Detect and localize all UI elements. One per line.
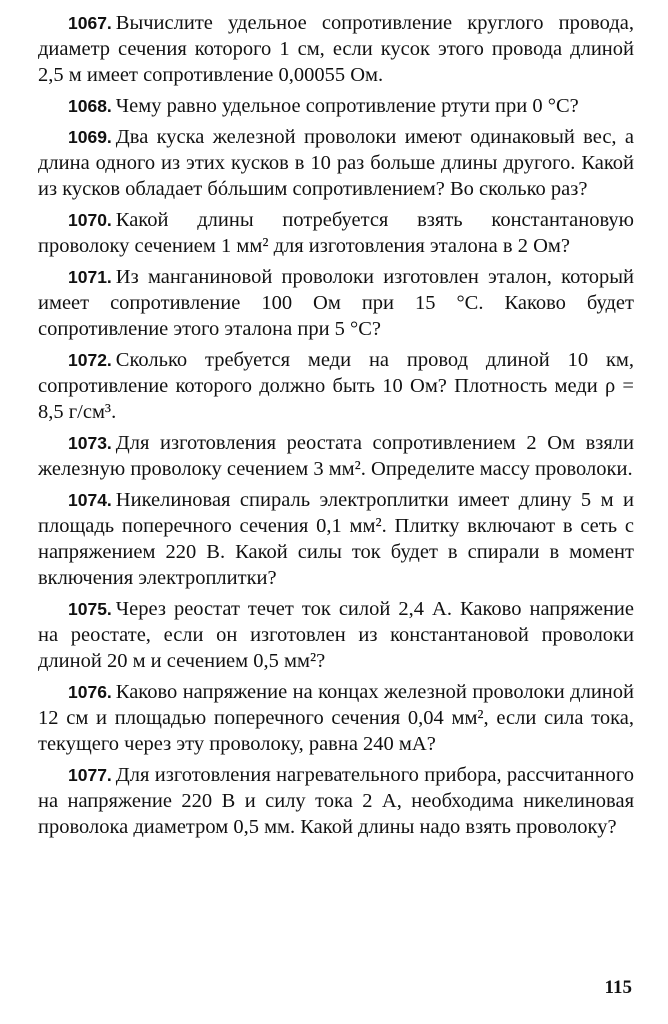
problem-text: Сколько требуется меди на провод длиной 10 км, сопротивление которого должно быть 10 Ом? Плотность меди ρ = 8,5 г/см³. xyxy=(38,349,634,423)
problem-number: 1073. xyxy=(68,433,112,453)
problem-text: Через реостат течет ток силой 2,4 А. Каково напряжение на реостате, если он изготовлен из константановой проволоки длиной 20 м и сечением 0,5 мм²? xyxy=(38,598,634,672)
problem-1069 xyxy=(38,124,634,202)
problem-1067 xyxy=(38,10,634,88)
problem-number: 1070. xyxy=(68,210,112,230)
problem-1072 xyxy=(38,347,634,425)
page-number: 115 xyxy=(604,977,632,998)
problem-number: 1068. xyxy=(68,96,112,116)
problem-text: Для изготовления нагревательного прибора, рассчитанного на напряжение 220 В и силу тока 2 А, необходима никелиновая проволока диаметром 0,5 мм. Какой длины надо взять проволоку? xyxy=(38,764,634,838)
problem-1075 xyxy=(38,596,634,674)
problem-text: Из манганиновой проволоки изготовлен эталон, который имеет сопротивление 100 Ом при 15 °C. Каково будет сопротивление этого эталона при 5 °C? xyxy=(38,266,634,340)
problem-number: 1072. xyxy=(68,350,112,370)
problem-number: 1077. xyxy=(68,765,112,785)
problem-1076 xyxy=(38,679,634,757)
problem-1073 xyxy=(38,430,634,482)
problem-1074 xyxy=(38,487,634,591)
problem-text: Каково напряжение на концах железной проволоки длиной 12 см и площадью поперечного сечения 0,04 мм², если сила тока, текущего через эту проволоку, равна 240 мА? xyxy=(38,681,634,755)
problem-1070 xyxy=(38,207,634,259)
problem-text: Для изготовления реостата сопротивлением 2 Ом взяли железную проволоку сечением 3 мм². Определите массу проволоки. xyxy=(38,432,634,480)
problem-text: Два куска железной проволоки имеют одинаковый вес, а длина одного из этих кусков в 10 раз больше длины другого. Какой из кусков обладает бóльшим сопротивлением? Во сколько раз? xyxy=(38,126,634,200)
problem-list xyxy=(38,10,634,845)
problem-number: 1067. xyxy=(68,13,112,33)
problem-number: 1074. xyxy=(68,490,112,510)
problem-number: 1069. xyxy=(68,127,112,147)
problem-1071 xyxy=(38,264,634,342)
problem-1077 xyxy=(38,762,634,840)
problem-text: Какой длины потребуется взять константановую проволоку сечением 1 мм² для изготовления эталона в 2 Ом? xyxy=(38,209,634,257)
problem-number: 1076. xyxy=(68,682,112,702)
problem-number: 1075. xyxy=(68,599,112,619)
problem-1068 xyxy=(38,93,634,119)
problem-number: 1071. xyxy=(68,267,112,287)
problem-text: Вычислите удельное сопротивление круглого провода, диаметр сечения которого 1 см, если кусок этого провода длиной 2,5 м имеет сопротивление 0,00055 Ом. xyxy=(38,12,634,86)
problem-text: Чему равно удельное сопротивление ртути при 0 °C? xyxy=(115,95,579,117)
problem-text: Никелиновая спираль электроплитки имеет длину 5 м и площадь поперечного сечения 0,1 мм². Плитку включают в сеть с напряжением 220 В. Какой силы ток будет в спирали в момент включения электроплитки? xyxy=(38,489,634,589)
